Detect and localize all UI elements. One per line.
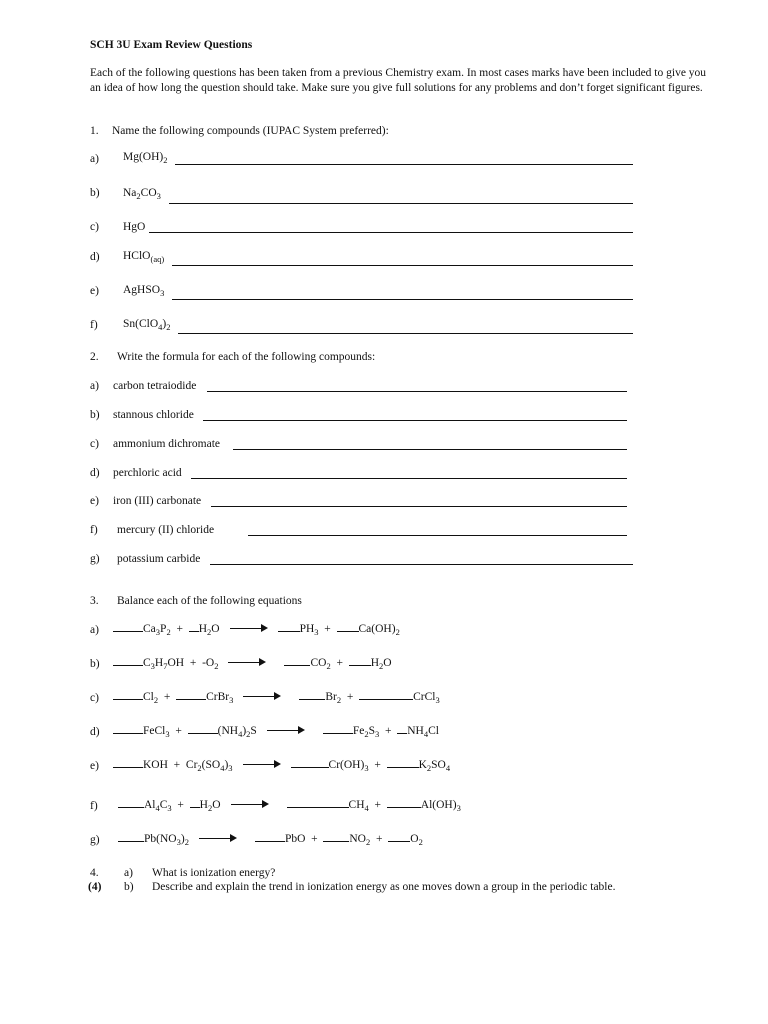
q3c-label: c) <box>90 692 99 704</box>
q2a-text: carbon tetraiodide <box>113 380 197 392</box>
q3d-equation: FeCl$_3$ + $(NH_4)_2S$ $Fe_2S_3 + NH_4Cl$ <box>113 723 439 739</box>
q1a-formula: $Mg(OH)_2$ <box>123 151 168 165</box>
q1d-answer-line[interactable] <box>172 265 633 266</box>
q1f-formula: $Sn(ClO_4)_2$ <box>123 318 171 332</box>
q2b-text: stannous chloride <box>113 409 194 421</box>
q2b-label: b) <box>90 409 100 421</box>
q4a-label: a) <box>124 867 133 879</box>
q2c-label: c) <box>90 438 99 450</box>
q1b-formula: $Na_2CO_3$ <box>123 187 161 201</box>
q3e-label: e) <box>90 760 99 772</box>
arrow-icon <box>199 834 237 844</box>
q1c-label: c) <box>90 221 99 233</box>
q1f-answer-line[interactable] <box>178 333 633 334</box>
intro-paragraph: Each of the following questions has been taken from a previous Chemistry exam. In most cases marks have been included to give you an idea of how long the question should take. Make sure you give full solutions for any problems and don’t forget significant figures. <box>90 67 707 94</box>
q3g-equation: $Pb(NO_3)_2$ PbO + $NO_2 + O_2$ <box>118 831 423 847</box>
q1-prompt: Name the following compounds (IUPAC System preferred): <box>112 125 389 137</box>
q3g-label: g) <box>90 834 100 846</box>
q2b-answer-line[interactable] <box>203 420 627 421</box>
q1f-label: f) <box>90 319 98 331</box>
q3f-label: f) <box>90 800 98 812</box>
q3c-equation: $Cl_2$ + CrBr$_3$ $Br_2$ + CrCl$_3$ <box>113 689 440 705</box>
q2g-label: g) <box>90 553 100 565</box>
q4b-label: b) <box>124 881 134 893</box>
arrow-icon <box>230 624 268 634</box>
q2c-answer-line[interactable] <box>233 449 627 450</box>
arrow-icon <box>243 692 281 702</box>
q1e-label: e) <box>90 285 99 297</box>
q1a-label: a) <box>90 153 99 165</box>
q1a-answer-line[interactable] <box>175 164 633 165</box>
q3b-equation: $C_3H_7OH + -O_2$ $CO_2 + H_2O$ <box>113 655 392 671</box>
q3-number: 3. <box>90 595 99 607</box>
q2c-text: ammonium dichromate <box>113 438 220 450</box>
q2e-text: iron (III) carbonate <box>113 495 202 507</box>
q2d-text: perchloric acid <box>113 467 182 479</box>
q2-prompt: Write the formula for each of the following compounds: <box>117 351 376 363</box>
q1c-formula: HgO <box>123 221 146 233</box>
q2f-text: mercury (II) chloride <box>117 524 215 536</box>
q1d-label: d) <box>90 251 100 263</box>
q2g-text: potassium carbide <box>117 553 201 565</box>
q2d-answer-line[interactable] <box>191 478 627 479</box>
q3b-label: b) <box>90 658 100 670</box>
arrow-icon <box>228 658 266 668</box>
q3a-equation: $Ca_3P_2 + H_2O$ $PH_3 + Ca(OH)_2$ <box>113 621 400 637</box>
q2a-label: a) <box>90 380 99 392</box>
q4-number: 4. <box>90 867 99 879</box>
q2e-answer-line[interactable] <box>211 506 627 507</box>
q3d-label: d) <box>90 726 100 738</box>
q2-number: 2. <box>90 351 99 363</box>
q2d-label: d) <box>90 467 100 479</box>
q2f-answer-line[interactable] <box>248 535 627 536</box>
q2e-label: e) <box>90 495 99 507</box>
q1c-answer-line[interactable] <box>149 232 633 233</box>
q3e-equation: KOH + $Cr_2(SO_4)_3$ $Cr(OH)_3 + K_2SO_4$ <box>113 757 450 773</box>
q1e-answer-line[interactable] <box>172 299 633 300</box>
q3f-equation: $Al_4C_3 + H_2O$ $CH_4 + Al(OH)_3$ <box>118 797 461 813</box>
q4a-text: What is ionization energy? <box>152 867 276 879</box>
q4-marks: (4) <box>88 881 102 893</box>
page-title: SCH 3U Exam Review Questions <box>90 39 253 51</box>
q4b-text: Describe and explain the trend in ionization energy as one moves down a group in the periodic table. <box>152 881 616 893</box>
q2a-answer-line[interactable] <box>207 391 627 392</box>
q1-number: 1. <box>90 125 99 137</box>
arrow-icon <box>267 726 305 736</box>
arrow-icon <box>231 800 269 810</box>
q1e-formula: AgHSO$_3$ <box>123 284 165 298</box>
q3-prompt: Balance each of the following equations <box>117 595 302 607</box>
q1b-answer-line[interactable] <box>169 203 633 204</box>
arrow-icon <box>243 760 281 770</box>
q2g-answer-line[interactable] <box>210 564 633 565</box>
q1d-formula: HClO$_{(aq)}$ <box>123 250 165 264</box>
q2f-label: f) <box>90 524 98 536</box>
q3a-label: a) <box>90 624 99 636</box>
q1b-label: b) <box>90 187 100 199</box>
